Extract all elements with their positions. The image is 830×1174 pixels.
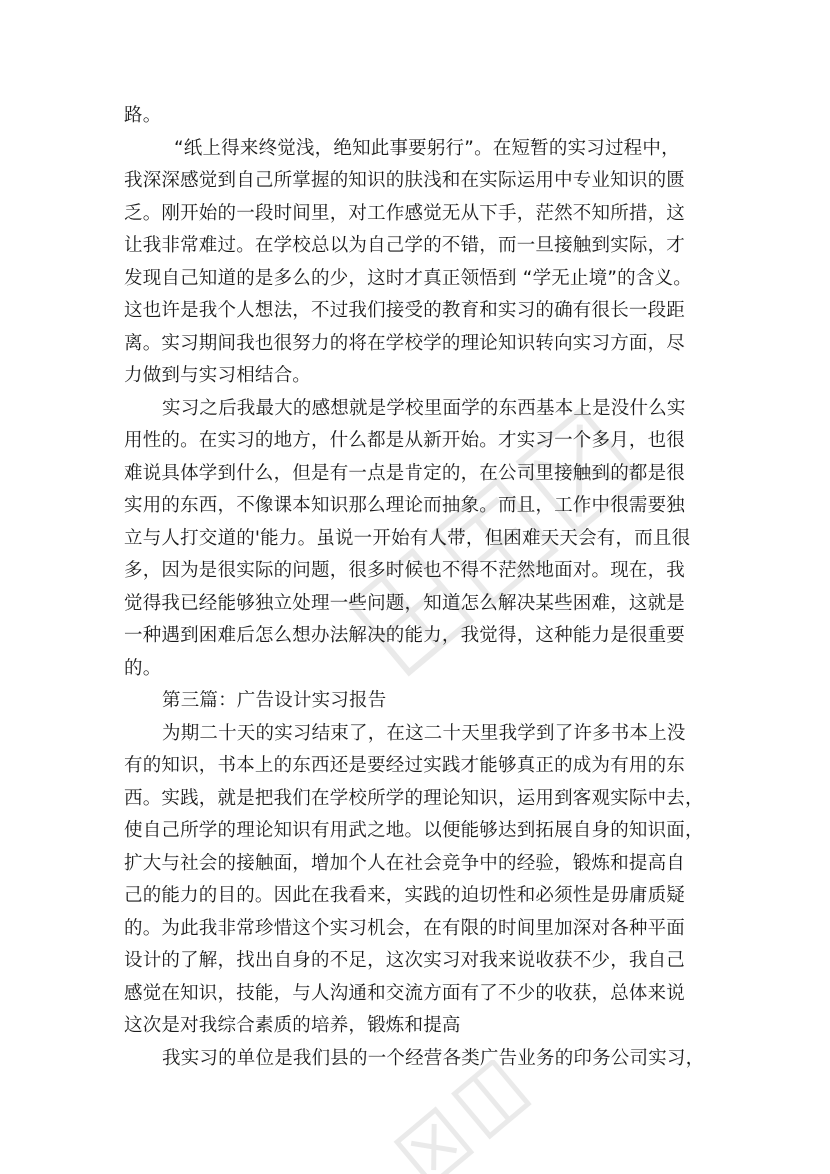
- text-line: 我深深感觉到自己所掌握的知识的肤浅和在实际运用中专业知识的匮: [124, 170, 686, 191]
- text-line: 使自己所学的理论知识有用武之地。以便能够达到拓展自身的知识面，: [124, 820, 704, 841]
- text-line: 的。: [124, 657, 162, 679]
- watermark-graphic-bottom: [380, 1060, 560, 1174]
- text-line: 这也许是我个人想法，不过我们接受的教育和实习的确有很长一段距: [124, 300, 686, 321]
- text-line: 乏。刚开始的一段时间里，对工作感觉无从下手，茫然不知所措，这: [124, 202, 686, 224]
- text-line: 力做到与实习相结合。: [124, 365, 312, 386]
- text-line: 设计的了解，找出自身的不足，这次实习对我来说收获不少，我自己: [124, 950, 686, 971]
- text-line: 西。实践，就是把我们在学校所学的理论知识，运用到客观实际中去，: [124, 787, 704, 809]
- text-line: 实习之后我最大的感想就是学校里面学的东西基本上是没什么实: [162, 397, 686, 419]
- text-line: 发现自己知道的是多么的少，这时才真正领悟到 “学无止境”的含义。: [124, 267, 692, 289]
- text-line: 离。实习期间我也很努力的将在学校学的理论知识转向实习方面，尽: [124, 332, 686, 354]
- text-line: 实用的东西，不像课本知识那么理论而抽象。而且，工作中很需要独: [124, 495, 686, 516]
- text-line: 用性的。在实习的地方，什么都是从新开始。才实习一个多月，也很: [124, 430, 686, 451]
- text-line: 让我非常难过。在学校总以为自己学的不错，而一旦接触到实际，才: [124, 235, 686, 256]
- text-line: 有的知识，书本上的东西还是要经过实践才能够真正的成为有用的东: [124, 755, 686, 776]
- text-line: 一种遇到困难后怎么想办法解决的能力，我觉得，这种能力是很重要: [124, 625, 686, 646]
- text-line: 觉得我已经能够独立处理一些问题，知道怎么解决某些困难，这就是: [124, 592, 686, 614]
- text-line: 感觉在知识，技能，与人沟通和交流方面有了不少的收获，总体来说: [124, 982, 686, 1004]
- text-line: 多，因为是很实际的问题，很多时候也不得不茫然地面对。现在，我: [124, 560, 686, 581]
- text-line: 为期二十天的实习结束了，在这二十天里我学到了许多书本上没: [162, 722, 686, 744]
- body-text: [124, 100, 714, 1075]
- text-line: “纸上得来终觉浅，绝知此事要躬行”。在短暂的实习过程中，: [174, 137, 680, 159]
- text-line: 的。为此我非常珍惜这个实习机会，在有限的时间里加深对各种平面: [124, 917, 686, 939]
- text-line: 这次是对我综合素质的培养，锻炼和提高: [124, 1015, 461, 1036]
- text-line: 难说具体学到什么，但是有一点是肯定的，在公司里接触到的都是很: [124, 462, 686, 484]
- text-line: 路。: [124, 105, 162, 126]
- text-line: 我实习的单位是我们县的一个经营各类广告业务的印务公司实习，: [162, 1047, 705, 1069]
- text-line: 扩大与社会的接触面，增加个人在社会竞争中的经验，锻炼和提高自: [124, 852, 686, 874]
- text-line: 第三篇：广告设计实习报告: [162, 690, 387, 711]
- text-line: 立与人打交道的'能力。虽说一开始有人带，但困难天天会有，而且很: [124, 527, 691, 549]
- text-line: 己的能力的目的。因此在我看来，实践的迫切性和必须性是毋庸质疑: [124, 885, 686, 906]
